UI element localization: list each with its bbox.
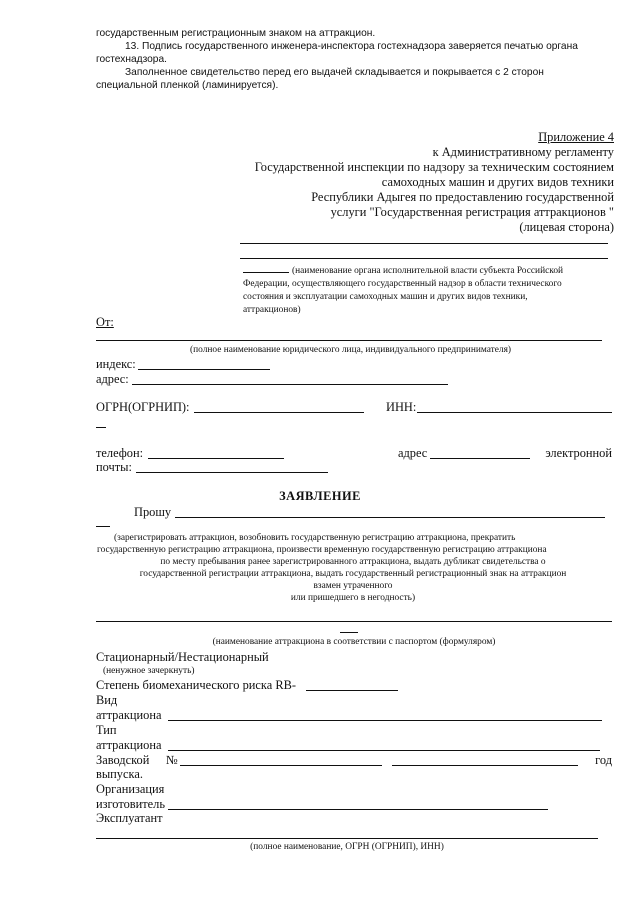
dash-mark [96,526,110,527]
authority-name-short-line[interactable] [243,272,289,273]
index-label: индекс: [96,357,136,371]
inn-label: ИНН: [386,400,417,414]
statement-title: ЗАЯВЛЕНИЕ [279,489,361,503]
body-text-line: гостехнадзора. [96,54,167,65]
request-caption: или пришедшего в негодность) [290,593,416,603]
dash-mark [340,632,358,633]
request-field[interactable] [175,517,605,518]
authority-caption: аттракционов) [243,305,301,315]
applicant-name-line[interactable] [96,340,602,341]
email-label: адрес [398,446,428,460]
attraction-name-line[interactable] [96,621,612,622]
authority-name-line[interactable] [240,258,608,259]
year-field[interactable] [392,765,578,766]
operator-caption: (полное наименование, ОГРН (ОГРНИП), ИНН) [250,842,444,852]
type-field[interactable] [168,750,600,751]
serial-field[interactable] [180,765,382,766]
request-caption: (зарегистрировать аттракцион, возобновить государственную регистрацию аттракциона, прекратить [114,533,516,543]
body-text-line: 13. Подпись государственного инженера-инспектора гостехнадзора заверяется печатью органа [125,41,578,52]
appendix-line: Государственной инспекции по надзору за техническим состоянием [254,160,614,174]
body-text-line: специальной пленкой (ламинируется). [96,80,279,91]
appendix-title: Приложение 4 [538,130,614,144]
operator-label: Эксплуатант [96,811,163,825]
appendix-line: услуги "Государственная регистрация аттракционов " [330,205,614,219]
request-caption: государственной регистрации аттракциона, выдать государственный регистрационный знак на аттракцион [139,569,567,579]
ogrn-label: ОГРН(ОГРНИП): [96,400,190,414]
org-label: изготовитель [96,797,166,811]
applicant-caption: (полное наименование юридического лица, индивидуального предпринимателя) [190,345,512,355]
address-field[interactable] [132,384,448,385]
email-field[interactable] [136,472,328,473]
appendix-line: (лицевая сторона) [519,220,614,234]
email-field-gap [430,458,530,459]
authority-name-line[interactable] [240,243,608,244]
appendix-line: к Административному регламенту [432,145,614,159]
phone-field[interactable] [148,458,284,459]
number-sign: № [166,753,178,767]
year-label: год [595,753,612,767]
dash-mark [96,427,106,428]
email-label: почты: [96,460,132,474]
type-label: аттракциона [96,738,162,752]
body-text-line: государственным регистрационным знаком на аттракцион. [96,28,376,39]
authority-caption: (наименование органа исполнительной власти субъекта Российской [292,266,564,276]
release-label: выпуска. [96,767,143,781]
ogrn-field[interactable] [194,412,364,413]
email-label: электронной [545,446,612,460]
risk-field[interactable] [306,690,398,691]
attraction-name-caption: (наименование аттракциона в соответствии с паспортом (формуляром) [212,637,496,647]
address-label: адрес: [96,372,129,386]
serial-label: Заводской [96,753,150,767]
operator-field[interactable] [96,838,598,839]
request-caption: государственную регистрацию аттракциона, произвести временную государственную регистрацию аттракциона [97,545,547,555]
phone-label: телефон: [96,446,144,460]
appendix-line: Республики Адыгея по предоставлению государственной [311,190,614,204]
authority-caption: состояния и эксплуатации самоходных машин и других видов техники, [243,292,528,302]
stationary-option[interactable]: Стационарный/Нестационарный [96,650,269,664]
type-label: Тип [96,723,117,737]
request-caption: по месту пребывания ранее зарегистрированного аттракциона, выдать дубликат свидетельства о [160,557,546,567]
strike-hint: (ненужное зачеркнуть) [103,666,195,676]
authority-caption: Федерации, осуществляющего государственный надзор в области технического [243,279,562,289]
manufacturer-field[interactable] [168,809,548,810]
request-caption: взамен утраченного [313,581,393,591]
org-label: Организация [96,782,165,796]
kind-label: Вид [96,693,118,707]
index-field[interactable] [138,369,270,370]
ask-label: Прошу [134,505,172,519]
body-text-line: Заполненное свидетельство перед его выдачей складывается и покрывается с 2 сторон [125,67,544,78]
risk-label: Степень биомеханического риска RB- [96,678,296,692]
inn-field[interactable] [417,412,612,413]
from-label: От: [96,315,114,329]
kind-field[interactable] [168,720,602,721]
appendix-line: самоходных машин и других видов техники [381,175,614,189]
kind-label: аттракциона [96,708,162,722]
